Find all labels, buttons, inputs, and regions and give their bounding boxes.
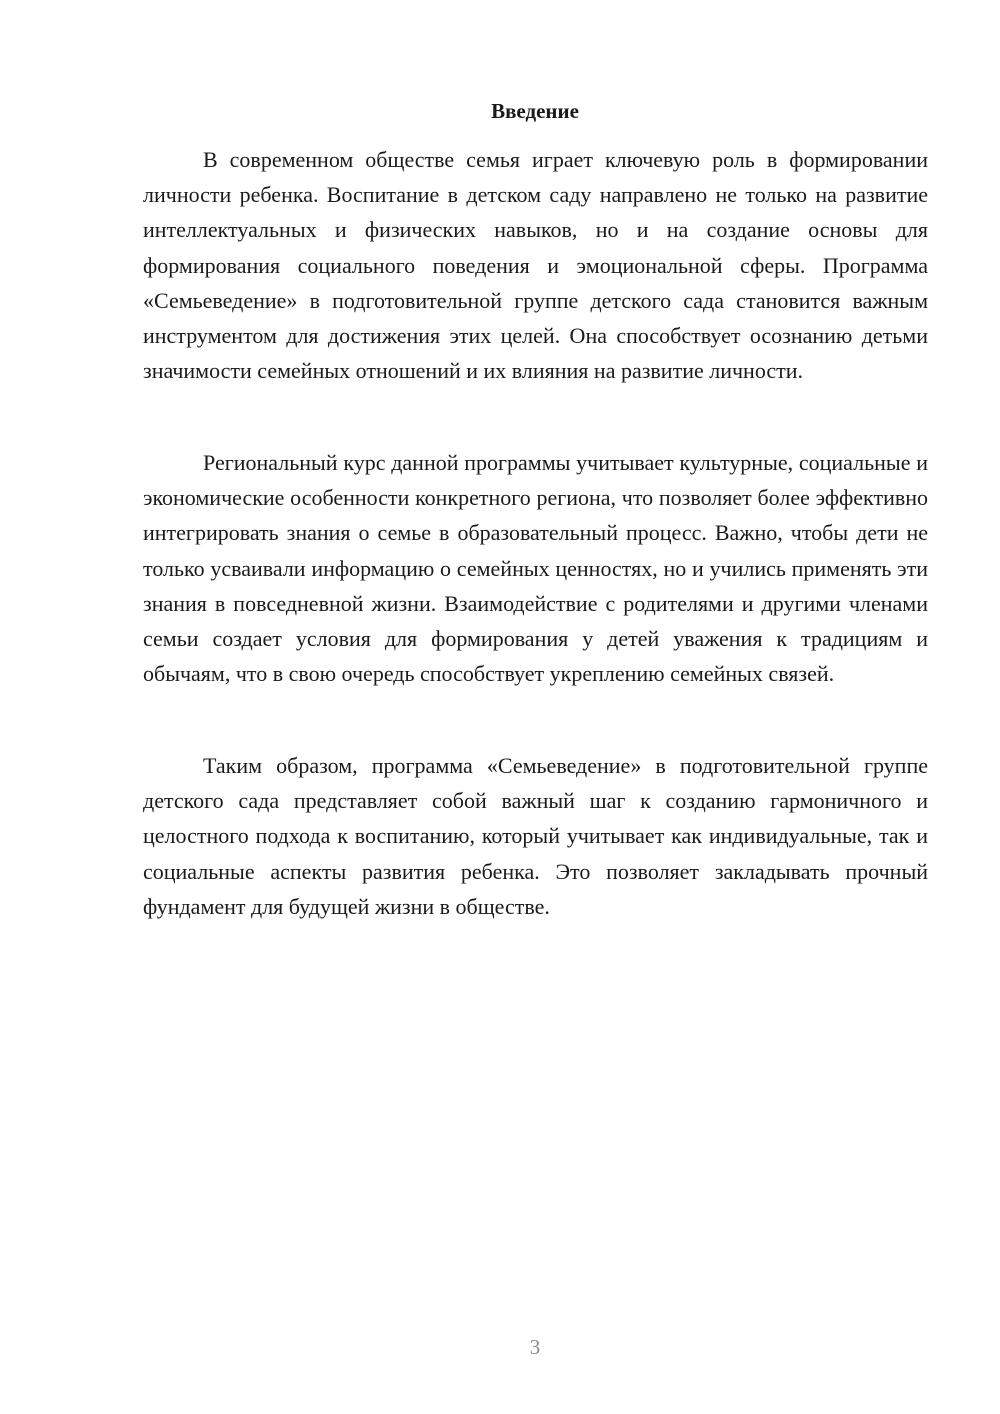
paragraph: Таким образом, программа «Семьеведение» в подготовительной группе детского сада представляет собой важный шаг к созданию гармоничного и целостного подхода к воспитанию, который учитывает как индивидуальные, так и социальные аспекты развития ребенка. Это позволяет закладывать прочный фундамент для будущей жизни в обществе. bbox=[143, 753, 928, 919]
paragraph: Региональный курс данной программы учитывает культурные, социальные и экономические особенности конкретного региона, что позволяет более эффективно интегрировать знания о семье в образовательный процесс. Важно, чтобы дети не только усваивали информацию о семейных ценностях, но и учились применять эти знания в повседневной жизни. Взаимодействие с родителями и другими членами семьи создает условия для формирования у детей уважения к традициям и обычаям, что в свою очередь способствует укреплению семейных связей. bbox=[143, 450, 928, 687]
page-number: 3 bbox=[529, 1335, 541, 1359]
section-heading: Введение bbox=[491, 99, 579, 123]
paragraph: В современном обществе семья играет ключевую роль в формировании личности ребенка. Воспитание в детском саду направлено не только на развитие интеллектуальных и физических навыков, но и на создание основы для формирования социального поведения и эмоциональной сферы. Программа «Семьеведение» в подготовительной группе детского сада становится важным инструментом для достижения этих целей. Она способствует осознанию детьми значимости семейных отношений и их влияния на развитие личности. bbox=[143, 147, 928, 384]
